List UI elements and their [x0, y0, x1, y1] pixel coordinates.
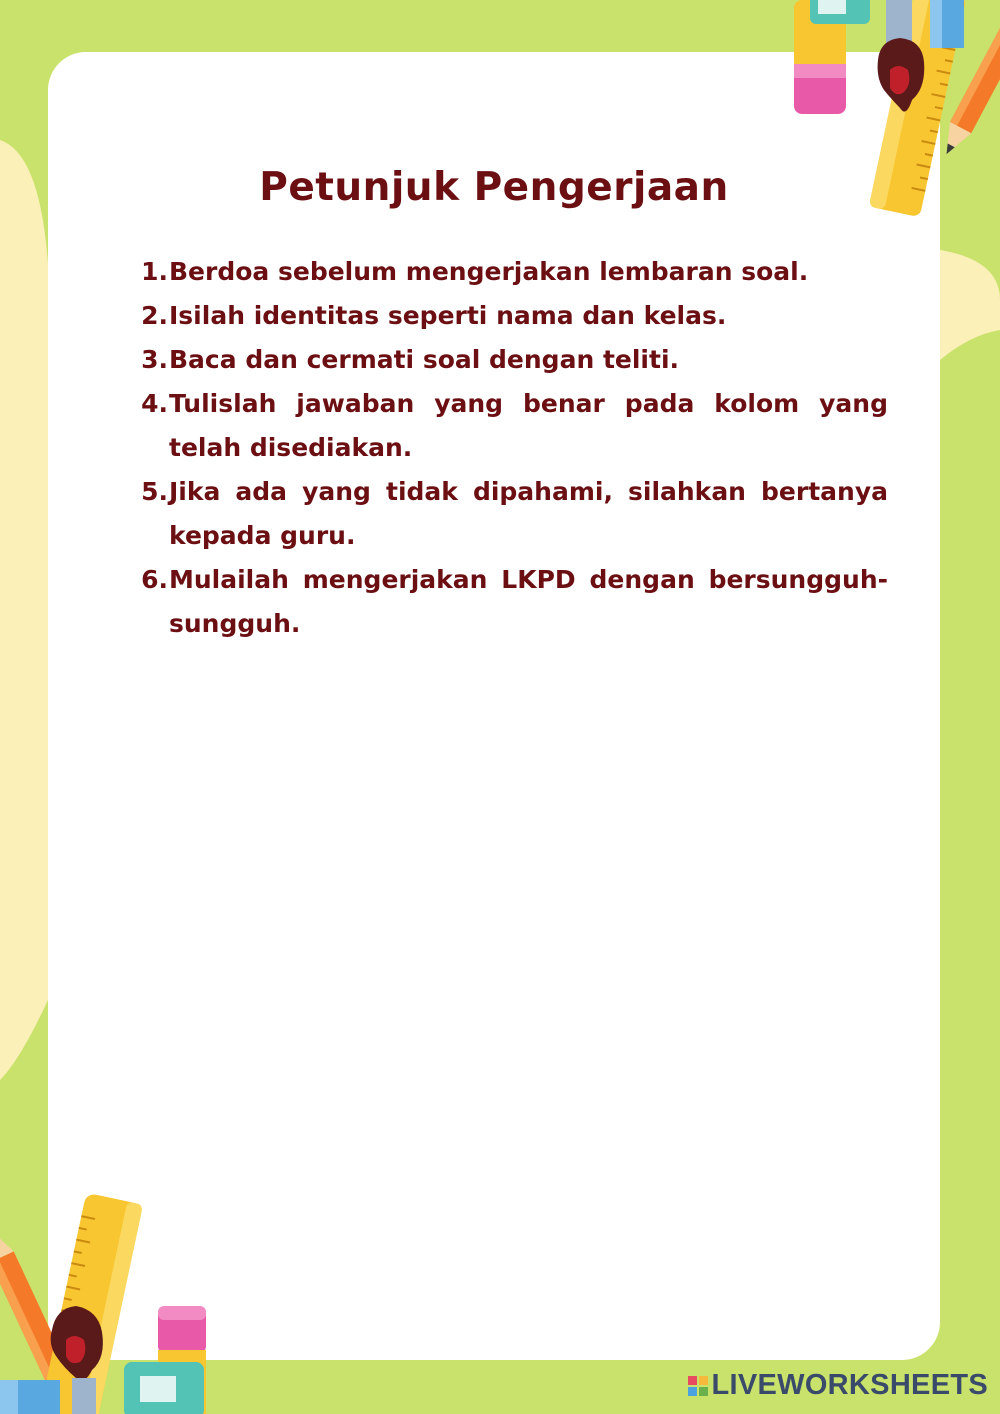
page-title: Petunjuk Pengerjaan [259, 165, 729, 210]
item-number: 3. [141, 345, 168, 374]
footer-brand-text: LIVEWORKSHEETS [711, 1369, 988, 1401]
footer-brand [688, 1369, 989, 1402]
item-text: Berdoa sebelum mengerjakan lembaran soal. [169, 257, 809, 286]
item-number: 6. [141, 565, 168, 594]
instruction-card [48, 52, 940, 1360]
liveworksheets-logo-icon [688, 1376, 708, 1396]
item-number: 2. [141, 301, 168, 330]
stationery-bottom-left-icon [0, 1190, 260, 1414]
list-item [132, 294, 888, 338]
list-item [132, 470, 888, 558]
list-item [132, 558, 888, 646]
list-item [132, 250, 888, 294]
item-number: 1. [141, 257, 168, 286]
item-text: Jika ada yang tidak dipahami, silahkan bertanya kepada guru. [169, 477, 888, 550]
list-item [132, 338, 888, 382]
list-item [132, 382, 888, 470]
item-text: Isilah identitas seperti nama dan kelas. [169, 301, 727, 330]
instruction-list [132, 250, 888, 646]
item-text: Baca dan cermati soal dengan teliti. [169, 345, 680, 374]
item-text: Mulailah mengerjakan LKPD dengan bersungguh-sungguh. [169, 565, 888, 638]
item-number: 5. [141, 477, 168, 506]
item-text: Tulislah jawaban yang benar pada kolom yang telah disediakan. [169, 389, 888, 462]
item-number: 4. [141, 389, 168, 418]
